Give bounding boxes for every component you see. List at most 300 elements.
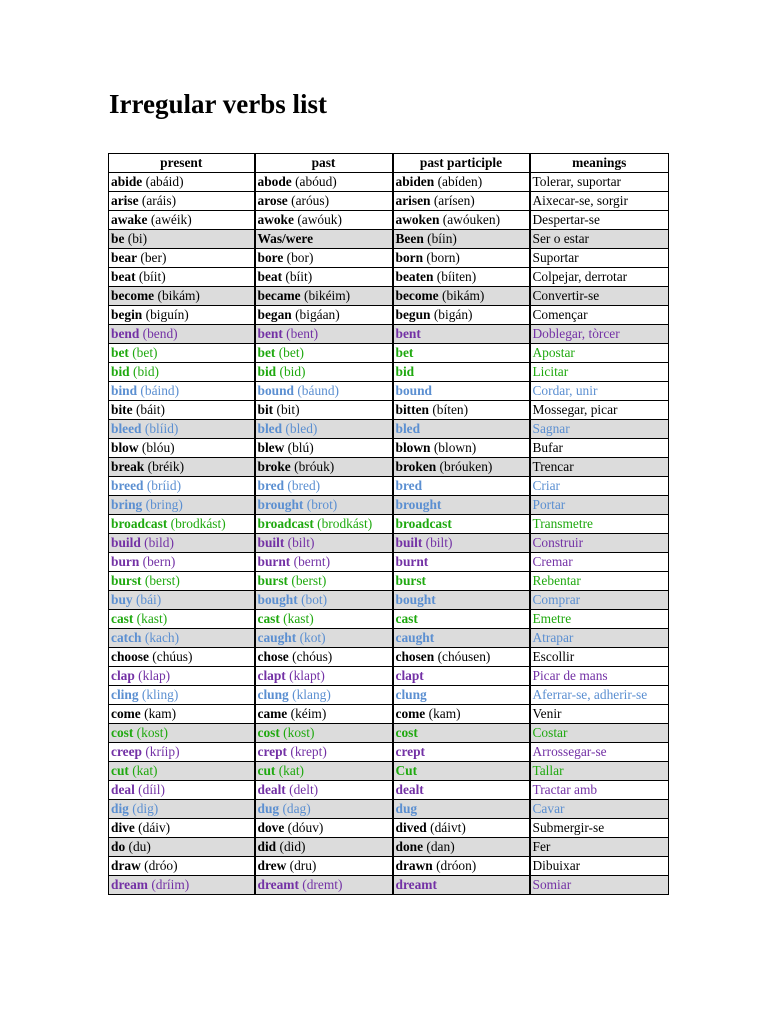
- present-cell: [109, 591, 255, 610]
- past-participle-pronunciation: (bíiten): [436, 269, 477, 284]
- present-cell: [109, 515, 255, 534]
- present-pronunciation: (bet): [132, 345, 158, 360]
- past-participle-word: broadcast: [395, 516, 452, 531]
- present-cell: [109, 496, 255, 515]
- past-word: cast: [257, 611, 280, 626]
- present-word: clap: [111, 668, 135, 683]
- past-pronunciation: (dru): [289, 858, 317, 873]
- present-pronunciation: (abáid): [145, 174, 184, 189]
- past-word: dealt: [257, 782, 286, 797]
- past-word: drew: [257, 858, 287, 873]
- past-pronunciation: (dag): [282, 801, 311, 816]
- past-participle-word: beaten: [395, 269, 434, 284]
- past-word: bound: [257, 383, 294, 398]
- past-word: awoke: [257, 212, 294, 227]
- past-participle-pronunciation: (blown): [433, 440, 477, 455]
- past-cell: [255, 515, 393, 534]
- past-participle-pronunciation: (born): [426, 250, 460, 265]
- past-participle-cell: [393, 705, 530, 724]
- present-word: bite: [111, 402, 133, 417]
- past-participle-cell: [393, 344, 530, 363]
- past-pronunciation: (bernt): [293, 554, 331, 569]
- present-pronunciation: (dríim): [151, 877, 190, 892]
- past-word: dove: [257, 820, 285, 835]
- present-word: creep: [111, 744, 142, 759]
- past-participle-cell: [393, 249, 530, 268]
- past-word: beat: [257, 269, 283, 284]
- present-pronunciation: (bring): [145, 497, 183, 512]
- present-cell: [109, 553, 255, 572]
- meaning-cell: Tolerar, suportar: [530, 173, 669, 192]
- past-participle-cell: [393, 781, 530, 800]
- table-row: [109, 344, 669, 363]
- past-participle-cell: [393, 306, 530, 325]
- past-word: chose: [257, 649, 289, 664]
- present-cell: [109, 781, 255, 800]
- past-participle-word: bet: [395, 345, 414, 360]
- meaning-cell: Convertir-se: [530, 287, 669, 306]
- past-pronunciation: (awóuk): [297, 212, 342, 227]
- present-pronunciation: (kríip): [145, 744, 180, 759]
- past-participle-cell: [393, 268, 530, 287]
- table-row: [109, 458, 669, 477]
- table-row: [109, 876, 669, 895]
- past-participle-word: bitten: [395, 402, 429, 417]
- past-pronunciation: (delt): [289, 782, 319, 797]
- past-word: broke: [257, 459, 291, 474]
- past-cell: [255, 363, 393, 382]
- meaning-cell: Submergir-se: [530, 819, 669, 838]
- past-word: bore: [257, 250, 284, 265]
- past-word: clapt: [257, 668, 286, 683]
- past-cell: [255, 876, 393, 895]
- past-cell: [255, 439, 393, 458]
- present-word: bring: [111, 497, 143, 512]
- past-participle-cell: [393, 420, 530, 439]
- past-word: bid: [257, 364, 277, 379]
- past-participle-word: burst: [395, 573, 427, 588]
- past-word: Was/were: [257, 231, 314, 246]
- past-word: abode: [257, 174, 292, 189]
- present-pronunciation: (bái): [135, 592, 162, 607]
- meaning-cell: Picar de mans: [530, 667, 669, 686]
- table-row: [109, 838, 669, 857]
- meaning-cell: Construir: [530, 534, 669, 553]
- present-cell: [109, 325, 255, 344]
- present-word: catch: [111, 630, 142, 645]
- present-cell: [109, 838, 255, 857]
- past-pronunciation: (bid): [279, 364, 306, 379]
- present-cell: [109, 230, 255, 249]
- table-row: [109, 211, 669, 230]
- present-pronunciation: (kam): [144, 706, 177, 721]
- past-participle-word: abiden: [395, 174, 435, 189]
- past-participle-word: burnt: [395, 554, 429, 569]
- present-cell: [109, 800, 255, 819]
- present-word: cast: [111, 611, 134, 626]
- present-cell: [109, 705, 255, 724]
- past-word: began: [257, 307, 292, 322]
- past-cell: [255, 648, 393, 667]
- table-row: [109, 534, 669, 553]
- present-cell: [109, 534, 255, 553]
- present-pronunciation: (du): [128, 839, 151, 854]
- past-cell: [255, 211, 393, 230]
- header-present: present: [109, 154, 255, 173]
- past-cell: [255, 173, 393, 192]
- past-pronunciation: (kot): [299, 630, 326, 645]
- meaning-cell: Sagnar: [530, 420, 669, 439]
- present-cell: [109, 876, 255, 895]
- past-cell: [255, 610, 393, 629]
- present-cell: [109, 819, 255, 838]
- present-pronunciation: (ber): [140, 250, 167, 265]
- past-participle-word: bid: [395, 364, 415, 379]
- past-cell: [255, 743, 393, 762]
- past-participle-cell: [393, 401, 530, 420]
- present-word: draw: [111, 858, 141, 873]
- table-row: [109, 781, 669, 800]
- past-cell: [255, 705, 393, 724]
- past-participle-word: clung: [395, 687, 427, 702]
- past-participle-word: bound: [395, 383, 432, 398]
- past-participle-word: bled: [395, 421, 421, 436]
- irregular-verbs-table: [108, 153, 669, 895]
- present-pronunciation: (kling): [141, 687, 179, 702]
- past-cell: [255, 401, 393, 420]
- past-pronunciation: (bikéim): [304, 288, 351, 303]
- past-participle-word: become: [395, 288, 439, 303]
- past-participle-cell: [393, 800, 530, 819]
- meaning-cell: Ser o estar: [530, 230, 669, 249]
- past-participle-word: chosen: [395, 649, 435, 664]
- meaning-cell: Mossegar, picar: [530, 401, 669, 420]
- past-participle-word: caught: [395, 630, 435, 645]
- past-participle-cell: [393, 382, 530, 401]
- past-participle-cell: [393, 819, 530, 838]
- meaning-cell: Despertar-se: [530, 211, 669, 230]
- present-pronunciation: (kat): [132, 763, 158, 778]
- past-pronunciation: (dóuv): [287, 820, 324, 835]
- past-participle-pronunciation: (bilt): [425, 535, 453, 550]
- past-cell: [255, 192, 393, 211]
- table-row: [109, 705, 669, 724]
- meaning-cell: Rebentar: [530, 572, 669, 591]
- past-cell: [255, 686, 393, 705]
- past-participle-pronunciation: (abíden): [437, 174, 483, 189]
- past-word: burst: [257, 573, 289, 588]
- header-past-participle: past participle: [393, 154, 530, 173]
- past-cell: [255, 534, 393, 553]
- present-word: broadcast: [111, 516, 168, 531]
- meaning-cell: Començar: [530, 306, 669, 325]
- past-pronunciation: (bet): [278, 345, 304, 360]
- meaning-cell: Criar: [530, 477, 669, 496]
- present-word: dream: [111, 877, 148, 892]
- meaning-cell: Cordar, unir: [530, 382, 669, 401]
- past-cell: [255, 553, 393, 572]
- present-word: cling: [111, 687, 139, 702]
- past-participle-pronunciation: (kam): [428, 706, 461, 721]
- past-participle-word: brought: [395, 497, 442, 512]
- past-participle-cell: [393, 287, 530, 306]
- past-participle-cell: [393, 857, 530, 876]
- table-row: [109, 553, 669, 572]
- present-pronunciation: (bend): [142, 326, 178, 341]
- present-word: begin: [111, 307, 143, 322]
- present-word: bid: [111, 364, 130, 379]
- past-word: became: [257, 288, 301, 303]
- present-pronunciation: (kach): [144, 630, 180, 645]
- present-pronunciation: (awéik): [150, 212, 192, 227]
- past-participle-word: dug: [395, 801, 418, 816]
- meaning-cell: Transmetre: [530, 515, 669, 534]
- past-word: crept: [257, 744, 287, 759]
- present-pronunciation: (dig): [132, 801, 159, 816]
- past-word: bit: [257, 402, 274, 417]
- present-word: come: [111, 706, 141, 721]
- meaning-cell: Aixecar-se, sorgir: [530, 192, 669, 211]
- table-body: [109, 173, 669, 895]
- present-pronunciation: (bríid): [146, 478, 182, 493]
- present-pronunciation: (báit): [135, 402, 165, 417]
- present-cell: [109, 629, 255, 648]
- header-meanings: meanings: [530, 154, 669, 173]
- meaning-cell: Atrapar: [530, 629, 669, 648]
- table-row: [109, 800, 669, 819]
- present-pronunciation: (díil): [138, 782, 165, 797]
- present-pronunciation: (bi): [127, 231, 148, 246]
- past-cell: [255, 857, 393, 876]
- past-participle-cell: [393, 629, 530, 648]
- past-pronunciation: (bit): [276, 402, 300, 417]
- past-participle-pronunciation: (dan): [426, 839, 455, 854]
- past-cell: [255, 268, 393, 287]
- present-word: deal: [111, 782, 135, 797]
- past-participle-cell: [393, 363, 530, 382]
- present-cell: [109, 420, 255, 439]
- table-row: [109, 629, 669, 648]
- past-participle-cell: [393, 610, 530, 629]
- past-cell: [255, 496, 393, 515]
- past-participle-cell: [393, 515, 530, 534]
- past-participle-pronunciation: (bíin): [427, 231, 457, 246]
- meaning-cell: Somiar: [530, 876, 669, 895]
- past-participle-cell: [393, 876, 530, 895]
- table-header-row: [109, 154, 669, 173]
- past-participle-word: cost: [395, 725, 418, 740]
- past-participle-cell: [393, 230, 530, 249]
- past-participle-pronunciation: (chóusen): [437, 649, 491, 664]
- table-row: [109, 819, 669, 838]
- past-pronunciation: (bor): [286, 250, 314, 265]
- present-word: dig: [111, 801, 129, 816]
- past-word: built: [257, 535, 285, 550]
- present-cell: [109, 648, 255, 667]
- meaning-cell: Colpejar, derrotar: [530, 268, 669, 287]
- present-pronunciation: (berst): [144, 573, 180, 588]
- past-participle-word: bought: [395, 592, 436, 607]
- past-pronunciation: (chóus): [292, 649, 333, 664]
- meaning-cell: Escollir: [530, 648, 669, 667]
- table-row: [109, 382, 669, 401]
- past-participle-pronunciation: (awóuken): [442, 212, 501, 227]
- present-word: dive: [111, 820, 135, 835]
- table-row: [109, 743, 669, 762]
- past-pronunciation: (kast): [283, 611, 314, 626]
- past-participle-cell: [393, 173, 530, 192]
- present-pronunciation: (blíid): [144, 421, 179, 436]
- past-pronunciation: (did): [279, 839, 306, 854]
- meaning-cell: Costar: [530, 724, 669, 743]
- past-participle-word: bred: [395, 478, 423, 493]
- present-cell: [109, 724, 255, 743]
- past-participle-word: Been: [395, 231, 424, 246]
- past-participle-cell: [393, 439, 530, 458]
- table-row: [109, 572, 669, 591]
- present-word: bear: [111, 250, 138, 265]
- present-word: awake: [111, 212, 148, 227]
- present-cell: [109, 363, 255, 382]
- meaning-cell: Bufar: [530, 439, 669, 458]
- past-participle-cell: [393, 724, 530, 743]
- present-pronunciation: (biguín): [145, 307, 189, 322]
- meaning-cell: Licitar: [530, 363, 669, 382]
- past-pronunciation: (kat): [278, 763, 304, 778]
- past-cell: [255, 819, 393, 838]
- past-word: burnt: [257, 554, 291, 569]
- past-pronunciation: (bilt): [287, 535, 315, 550]
- table-row: [109, 401, 669, 420]
- meaning-cell: Dibuixar: [530, 857, 669, 876]
- present-word: choose: [111, 649, 149, 664]
- past-word: dug: [257, 801, 280, 816]
- present-word: do: [111, 839, 126, 854]
- past-word: bent: [257, 326, 283, 341]
- meaning-cell: Trencar: [530, 458, 669, 477]
- past-cell: [255, 420, 393, 439]
- present-pronunciation: (klap): [138, 668, 171, 683]
- past-pronunciation: (berst): [291, 573, 327, 588]
- past-cell: [255, 249, 393, 268]
- present-word: bind: [111, 383, 138, 398]
- past-pronunciation: (dremt): [302, 877, 343, 892]
- present-word: beat: [111, 269, 136, 284]
- meaning-cell: Venir: [530, 705, 669, 724]
- present-word: bend: [111, 326, 140, 341]
- past-word: brought: [257, 497, 304, 512]
- present-pronunciation: (dróo): [144, 858, 178, 873]
- past-cell: [255, 667, 393, 686]
- present-cell: [109, 268, 255, 287]
- past-participle-cell: [393, 496, 530, 515]
- past-participle-cell: [393, 667, 530, 686]
- present-word: cost: [111, 725, 134, 740]
- present-cell: [109, 306, 255, 325]
- past-word: did: [257, 839, 277, 854]
- table-row: [109, 667, 669, 686]
- past-participle-pronunciation: (bigán): [433, 307, 473, 322]
- past-participle-cell: [393, 648, 530, 667]
- meaning-cell: Fer: [530, 838, 669, 857]
- past-participle-cell: [393, 211, 530, 230]
- past-pronunciation: (bigáan): [295, 307, 340, 322]
- table-row: [109, 173, 669, 192]
- meaning-cell: Apostar: [530, 344, 669, 363]
- present-pronunciation: (dáiv): [138, 820, 171, 835]
- present-pronunciation: (bern): [142, 554, 176, 569]
- meaning-cell: Cavar: [530, 800, 669, 819]
- present-word: arise: [111, 193, 139, 208]
- present-word: burn: [111, 554, 140, 569]
- past-word: clung: [257, 687, 289, 702]
- meaning-cell: Suportar: [530, 249, 669, 268]
- past-participle-cell: [393, 762, 530, 781]
- past-cell: [255, 287, 393, 306]
- past-participle-word: dealt: [395, 782, 424, 797]
- past-participle-cell: [393, 534, 530, 553]
- past-word: cut: [257, 763, 276, 778]
- past-word: cost: [257, 725, 280, 740]
- past-cell: [255, 230, 393, 249]
- past-participle-cell: [393, 743, 530, 762]
- past-pronunciation: (bent): [286, 326, 319, 341]
- present-pronunciation: (chúus): [152, 649, 193, 664]
- present-pronunciation: (bikám): [157, 288, 200, 303]
- past-pronunciation: (krept): [290, 744, 327, 759]
- table-row: [109, 230, 669, 249]
- present-pronunciation: (báind): [140, 383, 180, 398]
- present-cell: [109, 439, 255, 458]
- past-cell: [255, 800, 393, 819]
- past-participle-pronunciation: (bikám): [442, 288, 485, 303]
- table-row: [109, 857, 669, 876]
- past-pronunciation: (kéim): [290, 706, 327, 721]
- past-participle-cell: [393, 477, 530, 496]
- past-participle-word: drawn: [395, 858, 433, 873]
- present-pronunciation: (blóu): [141, 440, 175, 455]
- present-pronunciation: (kost): [136, 725, 168, 740]
- past-participle-cell: [393, 838, 530, 857]
- present-pronunciation: (bid): [132, 364, 160, 379]
- past-participle-cell: [393, 591, 530, 610]
- table-row: [109, 762, 669, 781]
- past-pronunciation: (bled): [285, 421, 318, 436]
- present-cell: [109, 173, 255, 192]
- past-cell: [255, 838, 393, 857]
- meaning-cell: Aferrar-se, adherir-se: [530, 686, 669, 705]
- table-row: [109, 724, 669, 743]
- present-cell: [109, 344, 255, 363]
- past-pronunciation: (brodkást): [317, 516, 373, 531]
- present-cell: [109, 249, 255, 268]
- present-cell: [109, 762, 255, 781]
- past-word: dreamt: [257, 877, 299, 892]
- past-cell: [255, 306, 393, 325]
- past-participle-word: broken: [395, 459, 437, 474]
- present-word: bet: [111, 345, 129, 360]
- meaning-cell: Doblegar, tòrcer: [530, 325, 669, 344]
- past-participle-word: dived: [395, 820, 427, 835]
- past-cell: [255, 629, 393, 648]
- table-row: [109, 287, 669, 306]
- present-cell: [109, 610, 255, 629]
- past-participle-word: built: [395, 535, 423, 550]
- past-participle-word: born: [395, 250, 424, 265]
- present-cell: [109, 287, 255, 306]
- present-word: blow: [111, 440, 139, 455]
- present-pronunciation: (bréik): [147, 459, 185, 474]
